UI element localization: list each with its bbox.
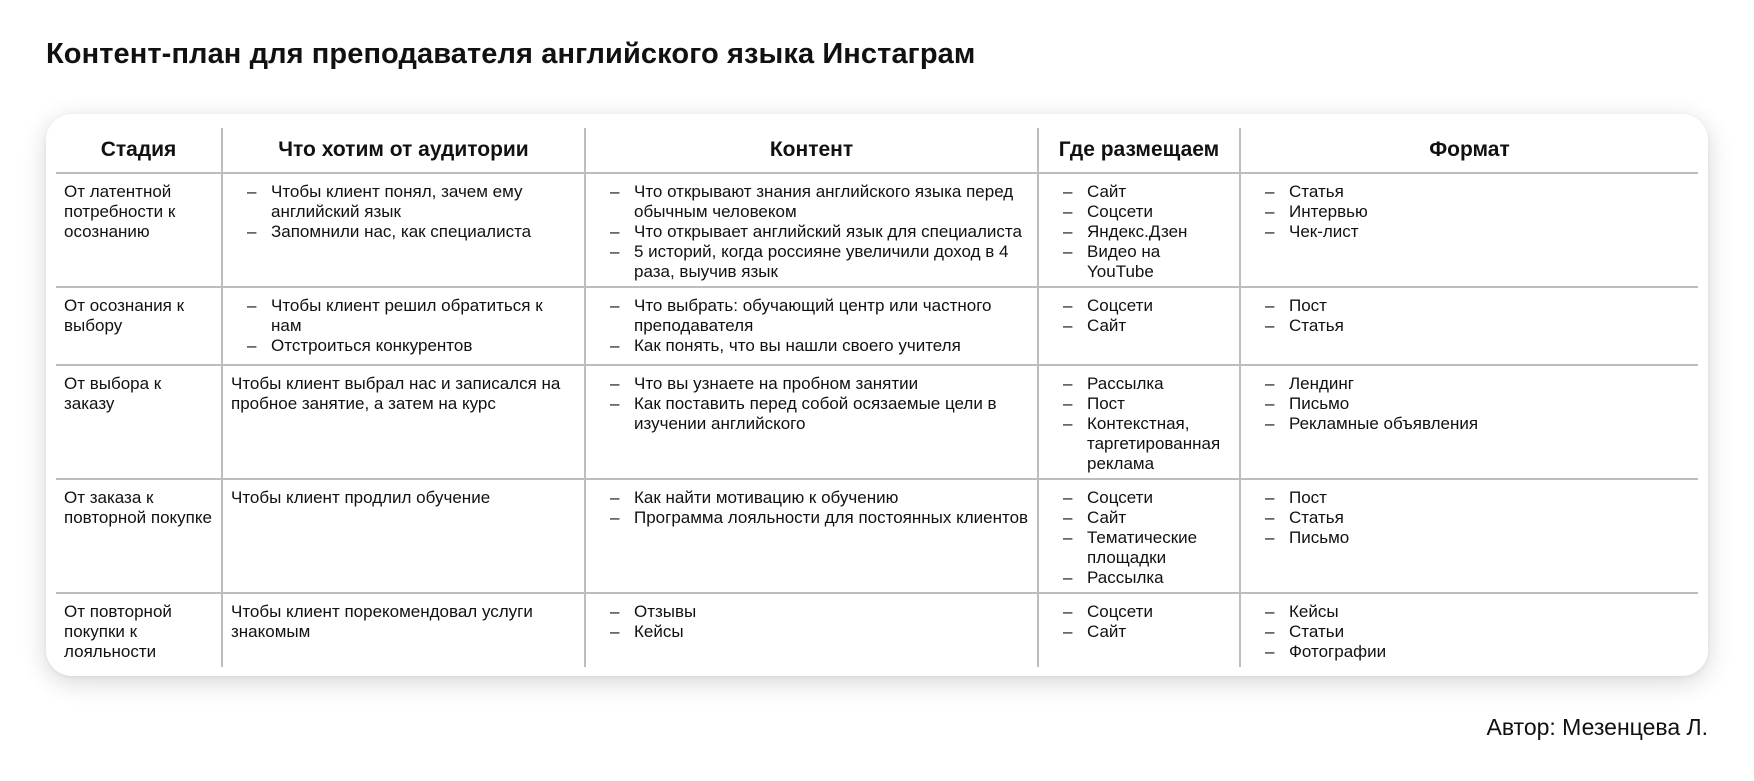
format-list: [1249, 296, 1690, 336]
list-item: – Статья: [1265, 508, 1690, 528]
header-content: Контент: [585, 128, 1038, 173]
content-cell: [585, 287, 1038, 365]
list-item: – Интервью: [1265, 202, 1690, 222]
list-item: – Чек-лист: [1265, 222, 1690, 242]
goals-cell: [222, 173, 585, 287]
content-plan-table: [56, 128, 1698, 667]
format-cell: [1240, 593, 1698, 667]
list-item: – Отзывы: [610, 602, 1029, 622]
list-item: – Что открывает английский язык для специалиста: [610, 222, 1029, 242]
stage-cell: От выбора к заказу: [56, 365, 222, 479]
content-list: [594, 602, 1029, 642]
format-cell: [1240, 479, 1698, 593]
list-item: – Контекстная, таргетированная реклама: [1063, 414, 1231, 474]
list-item: – Фотографии: [1265, 642, 1690, 662]
where-cell: [1038, 479, 1240, 593]
list-item: – Что выбрать: обучающий центр или частного преподавателя: [610, 296, 1029, 336]
list-item: – Сайт: [1063, 508, 1231, 528]
list-item: – Письмо: [1265, 528, 1690, 548]
list-item: – Тематические площадки: [1063, 528, 1231, 568]
content-cell: [585, 365, 1038, 479]
goals-list: [231, 182, 576, 242]
table-row: [56, 593, 1698, 667]
list-item: – Пост: [1063, 394, 1231, 414]
content-list: [594, 296, 1029, 356]
where-list: [1047, 296, 1231, 336]
header-format: Формат: [1240, 128, 1698, 173]
content-cell: [585, 173, 1038, 287]
list-item: – Статья: [1265, 316, 1690, 336]
table-row: [56, 287, 1698, 365]
list-item: – Яндекс.Дзен: [1063, 222, 1231, 242]
where-cell: [1038, 173, 1240, 287]
format-cell: [1240, 173, 1698, 287]
format-cell: [1240, 287, 1698, 365]
list-item: – Что вы узнаете на пробном занятии: [610, 374, 1029, 394]
list-item: – Лендинг: [1265, 374, 1690, 394]
list-item: – Отстроиться конкурентов: [247, 336, 576, 356]
where-list: [1047, 182, 1231, 282]
header-stage: Стадия: [56, 128, 222, 173]
list-item: – Как поставить перед собой осязаемые цели в изучении английского: [610, 394, 1029, 434]
list-item: – Сайт: [1063, 182, 1231, 202]
goals-cell: Чтобы клиент выбрал нас и записался на пробное занятие, а затем на курс: [222, 365, 585, 479]
content-plan-card: [46, 114, 1708, 676]
format-list: [1249, 182, 1690, 242]
list-item: – Рекламные объявления: [1265, 414, 1690, 434]
list-item: – Соцсети: [1063, 488, 1231, 508]
list-item: – Программа лояльности для постоянных клиентов: [610, 508, 1029, 528]
list-item: – Сайт: [1063, 622, 1231, 642]
content-cell: [585, 479, 1038, 593]
list-item: – Письмо: [1265, 394, 1690, 414]
list-item: – Соцсети: [1063, 202, 1231, 222]
list-item: – Рассылка: [1063, 374, 1231, 394]
content-cell: [585, 593, 1038, 667]
list-item: – Кейсы: [1265, 602, 1690, 622]
stage-cell: От повторной покупки к лояльности: [64, 602, 172, 661]
list-item: – Сайт: [1063, 316, 1231, 336]
table-row: [56, 173, 1698, 287]
stage-cell: От осознания к выбору: [56, 287, 222, 365]
list-item: – Чтобы клиент понял, зачем ему английский язык: [247, 182, 576, 222]
header-where: Где размещаем: [1038, 128, 1240, 173]
format-list: [1249, 488, 1690, 548]
format-list: [1249, 374, 1690, 434]
list-item: – Пост: [1265, 296, 1690, 316]
content-list: [594, 374, 1029, 434]
list-item: – Как понять, что вы нашли своего учителя: [610, 336, 1029, 356]
table-header-row: [56, 128, 1698, 173]
list-item: – Соцсети: [1063, 602, 1231, 622]
list-item: – Статья: [1265, 182, 1690, 202]
list-item: – Видео на YouTube: [1063, 242, 1231, 282]
where-cell: [1038, 287, 1240, 365]
list-item: – Соцсети: [1063, 296, 1231, 316]
list-item: – 5 историй, когда россияне увеличили доход в 4 раза, выучив язык: [610, 242, 1029, 282]
format-cell: [1240, 365, 1698, 479]
header-goals: Что хотим от аудитории: [222, 128, 585, 173]
list-item: – Кейсы: [610, 622, 1029, 642]
author-credit: Автор: Мезенцева Л.: [1486, 714, 1708, 740]
list-item: – Статьи: [1265, 622, 1690, 642]
list-item: – Запомнили нас, как специалиста: [247, 222, 576, 242]
where-list: [1047, 488, 1231, 588]
goals-cell: Чтобы клиент порекомендовал услуги знакомым: [222, 593, 585, 667]
list-item: – Как найти мотивацию к обучению: [610, 488, 1029, 508]
table-row: [56, 365, 1698, 479]
goals-cell: [222, 287, 585, 365]
format-list: [1249, 602, 1690, 662]
content-list: [594, 182, 1029, 282]
where-cell: [1038, 593, 1240, 667]
list-item: – Чтобы клиент решил обратиться к нам: [247, 296, 576, 336]
goals-list: [231, 296, 576, 356]
stage-cell: От заказа к повторной покупке: [56, 479, 222, 593]
where-list: [1047, 374, 1231, 474]
goals-cell: Чтобы клиент продлил обучение: [222, 479, 585, 593]
where-list: [1047, 602, 1231, 642]
list-item: – Что открывают знания английского языка перед обычным человеком: [610, 182, 1029, 222]
page-title: Контент-план для преподавателя английского языка Инстаграм: [46, 38, 976, 70]
list-item: – Пост: [1265, 488, 1690, 508]
table-row: [56, 479, 1698, 593]
stage-cell: От латентной потребности к осознанию: [56, 173, 222, 287]
where-cell: [1038, 365, 1240, 479]
content-list: [594, 488, 1029, 528]
list-item: – Рассылка: [1063, 568, 1231, 588]
